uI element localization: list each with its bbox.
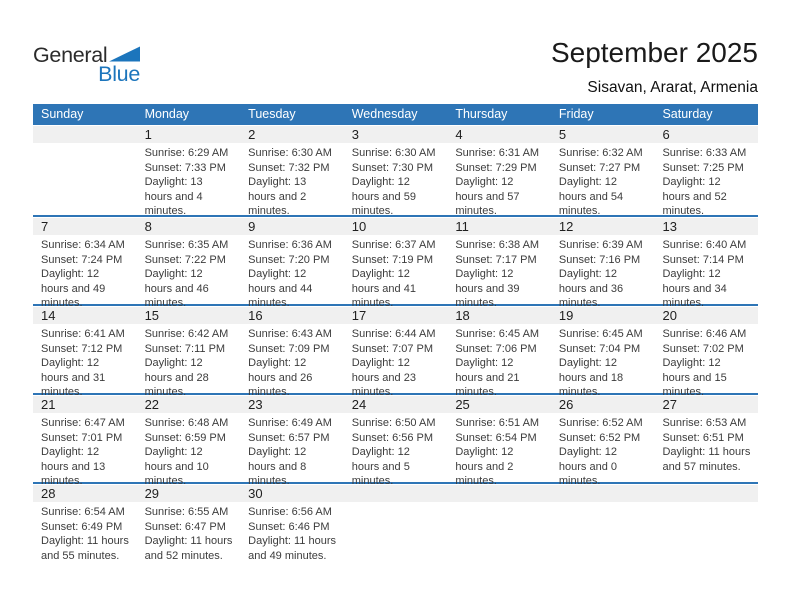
- daylight-text: Daylight: 12 hours and 46 minutes.: [144, 268, 209, 310]
- daylight-text: Daylight: 12 hours and 10 minutes.: [144, 446, 209, 488]
- day-cell-empty: [654, 502, 758, 563]
- day-number-12: 12: [558, 219, 574, 234]
- daylight-text: Daylight: 12 hours and 52 minutes.: [662, 176, 727, 218]
- day-cell-25: [447, 413, 551, 489]
- page-title: September 2025: [550, 37, 758, 68]
- sunset-text: Sunset: 7:16 PM: [558, 253, 641, 266]
- day-number-band: [33, 396, 758, 413]
- daylight-text: Daylight: 12 hours and 34 minutes.: [662, 268, 727, 310]
- day-cell-10: [344, 235, 448, 311]
- general-blue-logo: [33, 45, 140, 84]
- sunset-text: Sunset: 7:22 PM: [144, 253, 226, 266]
- daylight-text: Daylight: 12 hours and 26 minutes.: [248, 357, 313, 399]
- sunset-text: Sunset: 6:54 PM: [455, 431, 537, 444]
- day-details-row: [33, 413, 758, 489]
- sunrise-text: Sunrise: 6:54 AM: [41, 506, 125, 518]
- day-cell-23: [240, 413, 344, 489]
- logo-text-blue: Blue: [98, 62, 140, 86]
- day-number-empty: [33, 126, 137, 143]
- day-number-2: 2: [248, 127, 256, 142]
- daylight-text: Daylight: 12 hours and 13 minutes.: [41, 446, 106, 488]
- sunrise-text: Sunrise: 6:32 AM: [558, 147, 643, 159]
- day-number-20: 20: [662, 308, 677, 323]
- day-details-row: [33, 324, 758, 400]
- weekday-header-sunday: Sunday: [41, 107, 84, 121]
- day-cell-19: [551, 324, 655, 400]
- day-number-10: 10: [351, 219, 367, 234]
- weekday-header-thursday: Thursday: [455, 107, 508, 121]
- daylight-text: Daylight: 12 hours and 5 minutes.: [351, 446, 410, 488]
- daylight-text: Daylight: 12 hours and 39 minutes.: [455, 268, 520, 310]
- sunrise-text: Sunrise: 6:53 AM: [662, 417, 747, 429]
- week-row-4: [33, 393, 758, 488]
- daylight-text: Daylight: 12 hours and 15 minutes.: [662, 357, 727, 399]
- day-cell-14: [33, 324, 137, 400]
- daylight-text: Daylight: 12 hours and 49 minutes.: [41, 268, 106, 310]
- day-number-15: 15: [144, 308, 160, 323]
- sunset-text: Sunset: 7:29 PM: [455, 161, 537, 174]
- day-cell-26: [551, 413, 655, 489]
- day-cell-2: [240, 143, 344, 219]
- daylight-text: Daylight: 12 hours and 36 minutes.: [558, 268, 624, 310]
- daylight-text: Daylight: 12 hours and 57 minutes.: [455, 176, 520, 218]
- day-number-18: 18: [455, 308, 470, 323]
- daylight-text: Daylight: 12 hours and 0 minutes.: [558, 446, 617, 488]
- day-cell-15: [137, 324, 241, 400]
- sunrise-text: Sunrise: 6:56 AM: [248, 506, 332, 518]
- logo-triangle-icon: [109, 46, 140, 62]
- title-block: [551, 36, 758, 97]
- day-number-13: 13: [662, 219, 677, 234]
- day-cell-17: [344, 324, 448, 400]
- day-cell-4: [447, 143, 551, 219]
- sunset-text: Sunset: 7:27 PM: [558, 161, 641, 174]
- week-row-3: [33, 304, 758, 399]
- day-number-6: 6: [662, 127, 670, 142]
- sunrise-text: Sunrise: 6:30 AM: [248, 147, 332, 159]
- day-number-8: 8: [144, 219, 152, 234]
- day-cell-9: [240, 235, 344, 311]
- sunset-text: Sunset: 7:02 PM: [662, 342, 744, 355]
- day-cell-11: [447, 235, 551, 311]
- sunrise-text: Sunrise: 6:34 AM: [41, 239, 125, 251]
- calendar-weeks: [33, 126, 758, 571]
- sunrise-text: Sunrise: 6:35 AM: [144, 239, 229, 251]
- week-row-1: [33, 126, 758, 218]
- sunset-text: Sunset: 7:24 PM: [41, 253, 123, 266]
- day-number-29: 29: [144, 486, 160, 501]
- weekday-header-monday: Monday: [144, 107, 190, 121]
- sunrise-text: Sunrise: 6:45 AM: [558, 328, 643, 340]
- day-number-4: 4: [455, 127, 463, 142]
- daylight-text: Daylight: 12 hours and 21 minutes.: [455, 357, 520, 399]
- day-number-3: 3: [351, 127, 359, 142]
- day-number-5: 5: [558, 127, 567, 142]
- sunset-text: Sunset: 6:52 PM: [558, 431, 641, 444]
- day-cell-18: [447, 324, 551, 400]
- sunrise-text: Sunrise: 6:37 AM: [351, 239, 436, 251]
- day-number-empty: [344, 485, 448, 502]
- day-number-band: [33, 126, 758, 143]
- day-cell-13: [654, 235, 758, 311]
- day-number-30: 30: [248, 486, 263, 501]
- day-number-7: 7: [41, 219, 49, 234]
- sunrise-text: Sunrise: 6:38 AM: [455, 239, 540, 251]
- page-subtitle: Sisavan, Ararat, Armenia: [587, 79, 758, 96]
- day-number-27: 27: [662, 397, 677, 412]
- sunset-text: Sunset: 7:19 PM: [351, 253, 434, 266]
- sunset-text: Sunset: 7:01 PM: [41, 431, 123, 444]
- week-row-5: [33, 482, 758, 571]
- day-cell-30: [240, 502, 344, 563]
- sunset-text: Sunset: 7:09 PM: [248, 342, 330, 355]
- daylight-text: Daylight: 12 hours and 2 minutes.: [455, 446, 514, 488]
- day-cell-27: [654, 413, 758, 489]
- sunset-text: Sunset: 6:57 PM: [248, 431, 330, 444]
- sunset-text: Sunset: 7:14 PM: [662, 253, 744, 266]
- daylight-text: Daylight: 12 hours and 41 minutes.: [351, 268, 416, 310]
- sunrise-text: Sunrise: 6:42 AM: [144, 328, 229, 340]
- sunset-text: Sunset: 7:04 PM: [558, 342, 641, 355]
- day-number-16: 16: [248, 308, 263, 323]
- day-cell-12: [551, 235, 655, 311]
- day-cell-16: [240, 324, 344, 400]
- day-number-21: 21: [41, 397, 56, 412]
- sunrise-text: Sunrise: 6:43 AM: [248, 328, 332, 340]
- day-cell-empty: [33, 143, 137, 219]
- day-number-28: 28: [41, 486, 56, 501]
- day-number-empty: [551, 485, 655, 502]
- sunrise-text: Sunrise: 6:49 AM: [248, 417, 332, 429]
- day-number-26: 26: [558, 397, 574, 412]
- sunset-text: Sunset: 7:11 PM: [144, 342, 226, 355]
- day-number-band: [33, 307, 758, 324]
- day-number-14: 14: [41, 308, 56, 323]
- daylight-text: Daylight: 12 hours and 54 minutes.: [558, 176, 624, 218]
- sunset-text: Sunset: 7:12 PM: [41, 342, 123, 355]
- day-cell-22: [137, 413, 241, 489]
- sunset-text: Sunset: 6:47 PM: [144, 520, 226, 533]
- daylight-text: Daylight: 12 hours and 18 minutes.: [558, 357, 624, 399]
- calendar-grid: [33, 104, 758, 571]
- sunrise-text: Sunrise: 6:40 AM: [662, 239, 747, 251]
- day-cell-empty: [551, 502, 655, 563]
- daylight-text: Daylight: 11 hours and 55 minutes.: [41, 535, 129, 562]
- day-cell-28: [33, 502, 137, 563]
- day-cell-5: [551, 143, 655, 219]
- day-details-row: [33, 143, 758, 219]
- sunset-text: Sunset: 6:46 PM: [248, 520, 330, 533]
- sunset-text: Sunset: 6:59 PM: [144, 431, 226, 444]
- daylight-text: Daylight: 12 hours and 31 minutes.: [41, 357, 106, 399]
- sunset-text: Sunset: 7:06 PM: [455, 342, 537, 355]
- day-cell-8: [137, 235, 241, 311]
- day-number-empty: [447, 485, 551, 502]
- sunset-text: Sunset: 7:20 PM: [248, 253, 330, 266]
- day-cell-20: [654, 324, 758, 400]
- weekday-header-saturday: Saturday: [662, 107, 713, 121]
- sunrise-text: Sunrise: 6:39 AM: [558, 239, 643, 251]
- day-cell-29: [137, 502, 241, 563]
- daylight-text: Daylight: 12 hours and 59 minutes.: [351, 176, 416, 218]
- sunset-text: Sunset: 7:32 PM: [248, 161, 330, 174]
- sunrise-text: Sunrise: 6:52 AM: [558, 417, 643, 429]
- day-cell-24: [344, 413, 448, 489]
- sunrise-text: Sunrise: 6:41 AM: [41, 328, 125, 340]
- daylight-text: Daylight: 11 hours and 57 minutes.: [662, 446, 751, 473]
- day-cell-1: [137, 143, 241, 219]
- daylight-text: Daylight: 12 hours and 23 minutes.: [351, 357, 416, 399]
- sunrise-text: Sunrise: 6:29 AM: [144, 147, 229, 159]
- sunset-text: Sunset: 7:33 PM: [144, 161, 226, 174]
- day-cell-3: [344, 143, 448, 219]
- sunrise-text: Sunrise: 6:33 AM: [662, 147, 747, 159]
- daylight-text: Daylight: 13 hours and 2 minutes.: [248, 176, 307, 218]
- sunrise-text: Sunrise: 6:46 AM: [662, 328, 747, 340]
- day-number-25: 25: [455, 397, 470, 412]
- sunrise-text: Sunrise: 6:51 AM: [455, 417, 540, 429]
- sunset-text: Sunset: 7:07 PM: [351, 342, 434, 355]
- daylight-text: Daylight: 11 hours and 52 minutes.: [144, 535, 233, 562]
- day-cell-7: [33, 235, 137, 311]
- sunrise-text: Sunrise: 6:50 AM: [351, 417, 436, 429]
- daylight-text: Daylight: 12 hours and 28 minutes.: [144, 357, 209, 399]
- day-number-band: [33, 218, 758, 235]
- day-number-9: 9: [248, 219, 256, 234]
- day-number-empty: [654, 485, 758, 502]
- sunset-text: Sunset: 7:17 PM: [455, 253, 537, 266]
- weekday-header-friday: Friday: [558, 107, 594, 121]
- sunset-text: Sunset: 6:51 PM: [662, 431, 744, 444]
- daylight-text: Daylight: 11 hours and 49 minutes.: [248, 535, 337, 562]
- day-number-1: 1: [144, 127, 152, 142]
- sunrise-text: Sunrise: 6:45 AM: [455, 328, 540, 340]
- day-cell-6: [654, 143, 758, 219]
- day-number-19: 19: [558, 308, 574, 323]
- day-number-17: 17: [351, 308, 367, 323]
- sunset-text: Sunset: 6:56 PM: [351, 431, 434, 444]
- day-cell-empty: [447, 502, 551, 563]
- sunrise-text: Sunrise: 6:30 AM: [351, 147, 436, 159]
- sunset-text: Sunset: 7:30 PM: [351, 161, 434, 174]
- sunrise-text: Sunrise: 6:48 AM: [144, 417, 229, 429]
- day-number-band: [33, 485, 758, 502]
- day-cell-21: [33, 413, 137, 489]
- sunset-text: Sunset: 7:25 PM: [662, 161, 744, 174]
- weekday-header-tuesday: Tuesday: [248, 107, 296, 121]
- sunrise-text: Sunrise: 6:55 AM: [144, 506, 229, 518]
- day-details-row: [33, 502, 758, 563]
- day-details-row: [33, 235, 758, 311]
- sunset-text: Sunset: 6:49 PM: [41, 520, 123, 533]
- sunrise-text: Sunrise: 6:44 AM: [351, 328, 436, 340]
- day-number-23: 23: [248, 397, 263, 412]
- sunrise-text: Sunrise: 6:47 AM: [41, 417, 125, 429]
- day-number-24: 24: [351, 397, 367, 412]
- daylight-text: Daylight: 12 hours and 8 minutes.: [248, 446, 307, 488]
- sunrise-text: Sunrise: 6:36 AM: [248, 239, 332, 251]
- sunrise-text: Sunrise: 6:31 AM: [455, 147, 540, 159]
- week-row-2: [33, 215, 758, 310]
- day-number-11: 11: [455, 219, 469, 234]
- day-cell-empty: [344, 502, 448, 563]
- day-number-22: 22: [144, 397, 160, 412]
- weekday-header-row: [33, 104, 758, 125]
- daylight-text: Daylight: 12 hours and 44 minutes.: [248, 268, 313, 310]
- weekday-header-wednesday: Wednesday: [351, 107, 418, 121]
- logo-text-general: General: [33, 43, 108, 67]
- daylight-text: Daylight: 13 hours and 4 minutes.: [144, 176, 203, 218]
